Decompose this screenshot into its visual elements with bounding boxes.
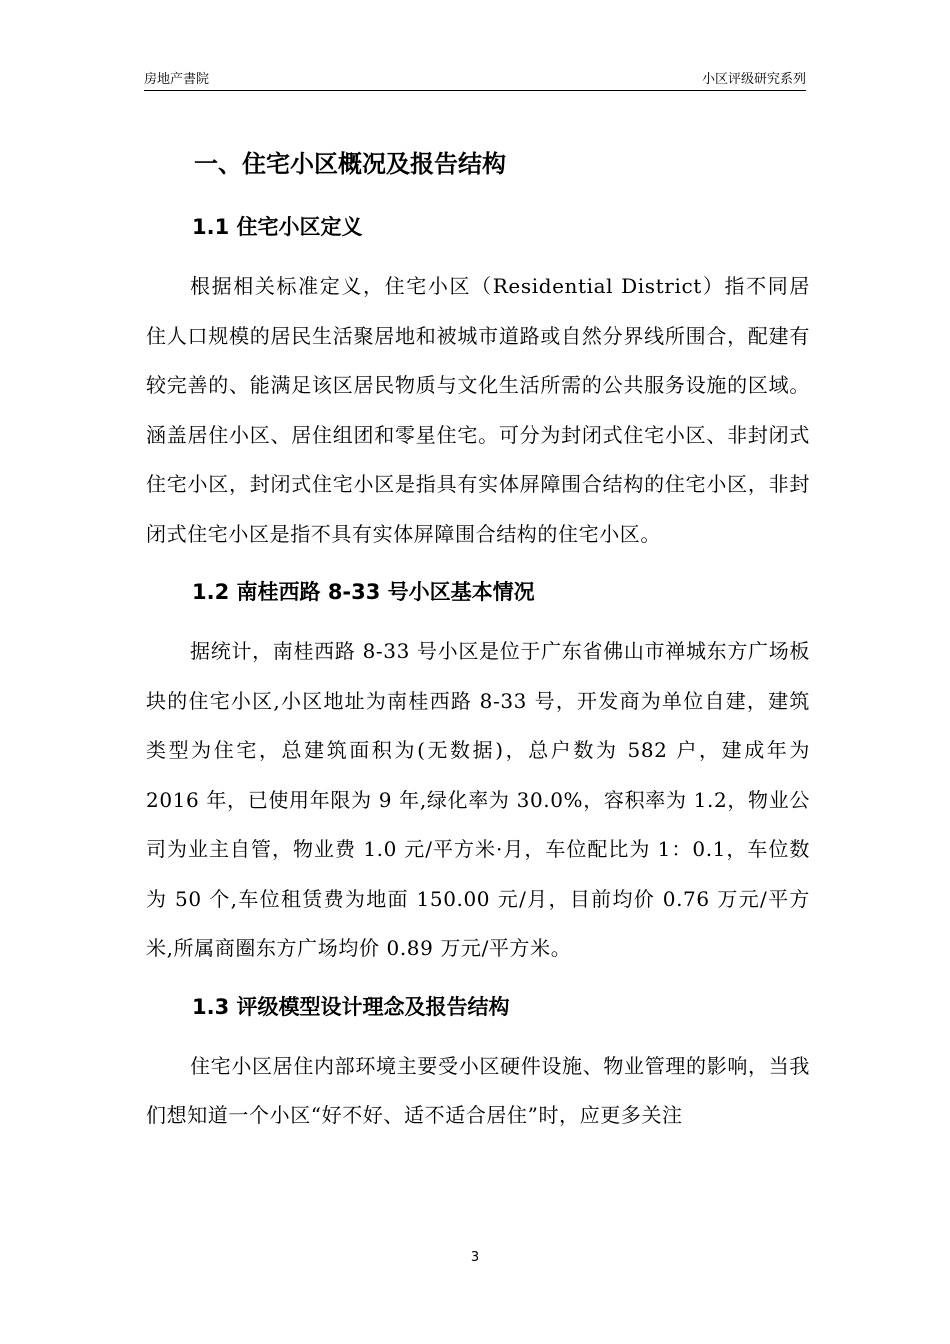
header-left-text: 房地产書院 bbox=[144, 72, 210, 87]
chapter-title: 一、住宅小区概况及报告结构 bbox=[194, 150, 506, 178]
section-1-body: 根据相关标准定义，住宅小区（Residential District）指不同居住人口规模的居民生活聚居地和被城市道路或自然分界线所围合，配建有较完善的、能满足该区居民物质与文化生活所需的公共服务设施的区域。涵盖居住小区、居住组团和零星住宅。可分为封闭式住宅小区、非封闭式住宅小区，封闭式住宅小区是指具有实体屏障围合结构的住宅小区，非封闭式住宅小区是指不具有实体屏障围合结构的住宅小区。 bbox=[146, 274, 810, 546]
section-3-body: 住宅小区居住内部环境主要受小区硬件设施、物业管理的影响，当我们想知道一个小区“好不好、适不适合居住”时，应更多关注 bbox=[146, 1053, 810, 1127]
page-content bbox=[146, 140, 810, 1141]
section-2-title: 1.2 南桂西路 8-33 号小区基本情况 bbox=[192, 580, 535, 604]
page-number: 3 bbox=[470, 1250, 480, 1265]
section-3-title: 1.3 评级模型设计理念及报告结构 bbox=[192, 994, 510, 1019]
page-header bbox=[144, 66, 806, 91]
section-2-body: 据统计，南桂西路 8-33 号小区是位于广东省佛山市禅城东方广场板块的住宅小区,小区地址为南桂西路 8-33 号，开发商为单位自建，建筑类型为住宅，总建筑面积为(无数据)，总户数为 582 户，建成年为 2016 年，已使用年限为 9 年,绿化率为 30.0%，容积率为 1.2，物业公司为业主自管，物业费 1.0 元/平方米·月，车位配比为 1：0.1，车位数为 50 个,车位租赁费为地面 150.00 元/月，目前均价 0.76 万元/平方米,所属商圈东方广场均价 0.89 万元/平方米。 bbox=[146, 639, 810, 960]
section-1-title: 1.1 住宅小区定义 bbox=[192, 215, 363, 239]
header-right-text: 小区评级研究系列 bbox=[701, 72, 806, 87]
